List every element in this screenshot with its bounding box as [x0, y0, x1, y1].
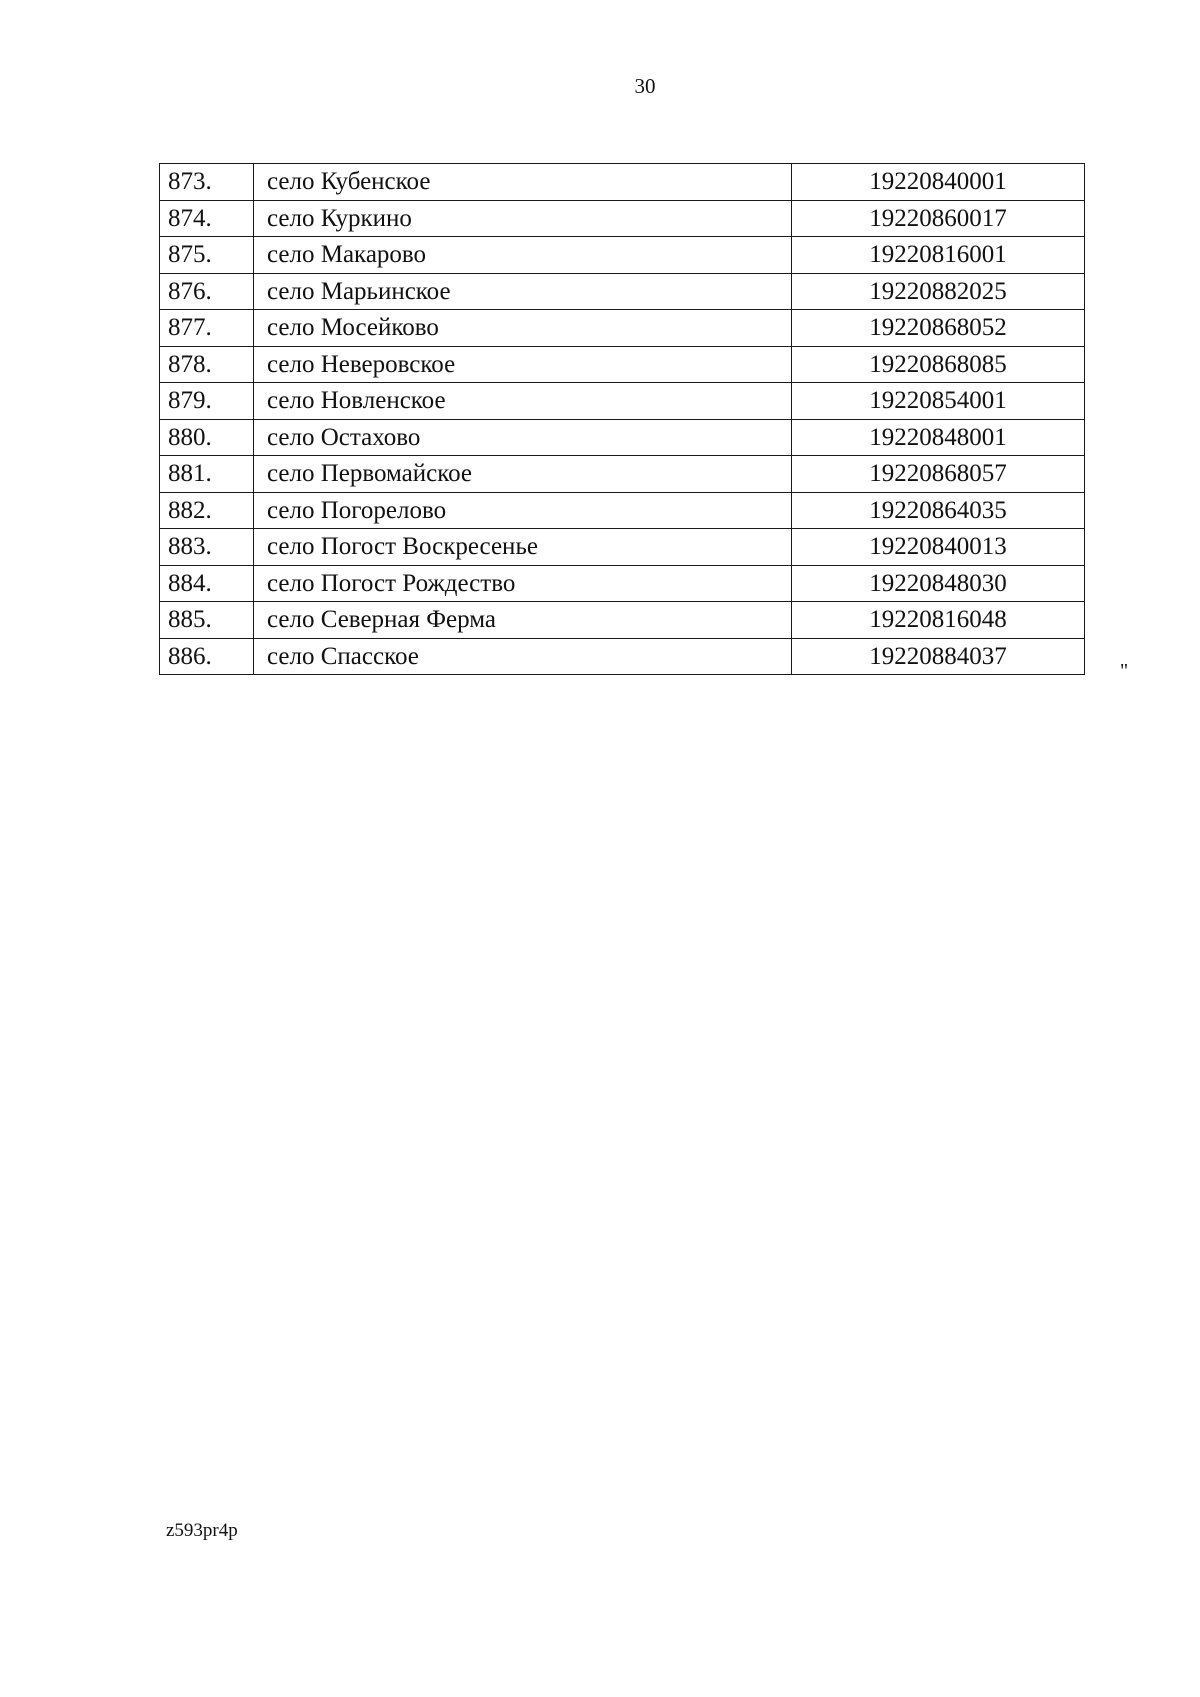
row-number: 873.	[160, 164, 254, 201]
settlement-name: село Погорелово	[254, 492, 792, 529]
settlement-code: 19220884037	[792, 638, 1085, 675]
settlement-code: 19220882025	[792, 273, 1085, 310]
document-code: z593pr4p	[166, 1520, 238, 1541]
row-number: 882.	[160, 492, 254, 529]
row-number: 883.	[160, 529, 254, 566]
settlement-code: 19220868085	[792, 346, 1085, 383]
row-number: 875.	[160, 237, 254, 274]
page-number: 30	[634, 74, 656, 98]
row-number: 877.	[160, 310, 254, 347]
settlement-name: село Кубенское	[254, 164, 792, 201]
table-row	[160, 638, 1085, 675]
row-number: 879.	[160, 383, 254, 420]
table-row	[160, 492, 1085, 529]
table-row	[160, 310, 1085, 347]
settlement-code: 19220848001	[792, 419, 1085, 456]
table-row	[160, 529, 1085, 566]
table-row	[160, 456, 1085, 493]
row-number: 878.	[160, 346, 254, 383]
settlement-name: село Северная Ферма	[254, 602, 792, 639]
settlement-code: 19220848030	[792, 565, 1085, 602]
settlement-name: село Погост Воскресенье	[254, 529, 792, 566]
table-row	[160, 419, 1085, 456]
table-row	[160, 346, 1085, 383]
table-row	[160, 237, 1085, 274]
settlement-name: село Спасское	[254, 638, 792, 675]
settlement-code: 19220854001	[792, 383, 1085, 420]
settlement-name: село Неверовское	[254, 346, 792, 383]
settlement-code: 19220868052	[792, 310, 1085, 347]
settlement-name: село Новленское	[254, 383, 792, 420]
settlement-code: 19220864035	[792, 492, 1085, 529]
table-row	[160, 273, 1085, 310]
settlement-name: село Остахово	[254, 419, 792, 456]
settlement-name: село Марьинское	[254, 273, 792, 310]
settlement-code: 19220868057	[792, 456, 1085, 493]
settlement-code: 19220860017	[792, 200, 1085, 237]
row-number: 886.	[160, 638, 254, 675]
settlement-code: 19220816001	[792, 237, 1085, 274]
settlement-name: село Мосейково	[254, 310, 792, 347]
table-row	[160, 200, 1085, 237]
row-number: 880.	[160, 419, 254, 456]
settlement-name: село Первомайское	[254, 456, 792, 493]
settlement-name: село Куркино	[254, 200, 792, 237]
table-row	[160, 164, 1085, 201]
settlement-code: 19220816048	[792, 602, 1085, 639]
row-number: 881.	[160, 456, 254, 493]
table-row	[160, 383, 1085, 420]
row-number: 876.	[160, 273, 254, 310]
row-number: 885.	[160, 602, 254, 639]
settlement-name: село Макарово	[254, 237, 792, 274]
settlements-table	[159, 163, 1085, 675]
closing-quote-mark: "	[1120, 660, 1129, 682]
settlements-table-container	[159, 163, 1085, 675]
settlement-name: село Погост Рождество	[254, 565, 792, 602]
table-row	[160, 602, 1085, 639]
row-number: 874.	[160, 200, 254, 237]
table-row	[160, 565, 1085, 602]
settlement-code: 19220840013	[792, 529, 1085, 566]
row-number: 884.	[160, 565, 254, 602]
settlement-code: 19220840001	[792, 164, 1085, 201]
